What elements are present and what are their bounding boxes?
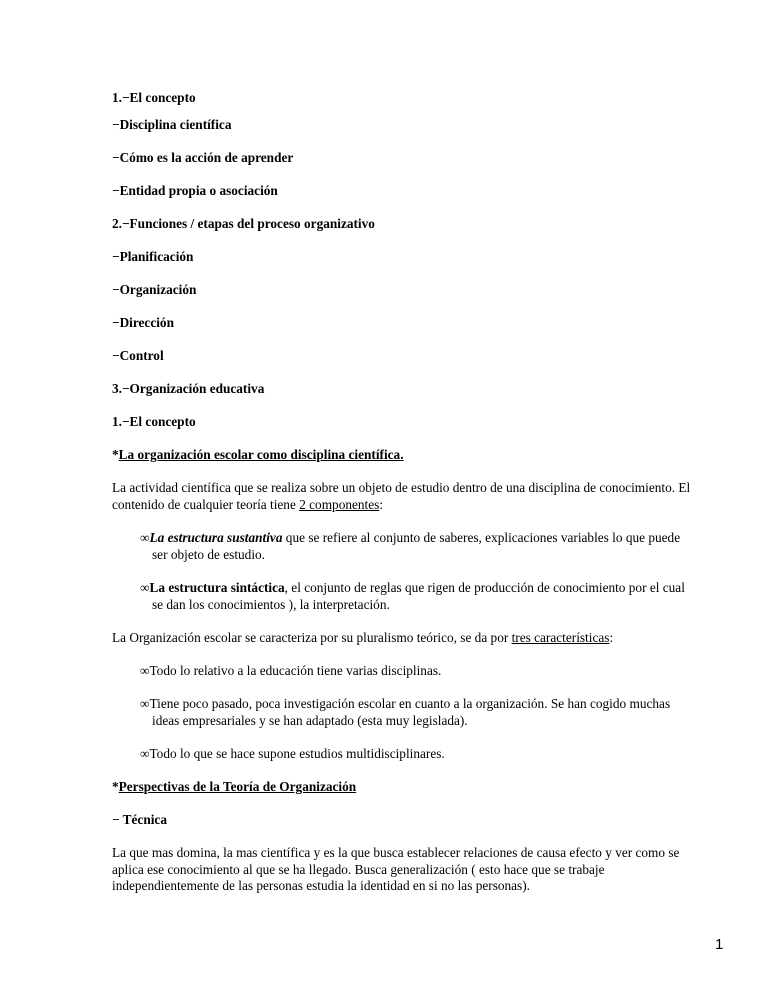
section-heading-perspectivas bbox=[112, 779, 356, 795]
outline-item-3: −Cómo es la acción de aprender bbox=[112, 150, 294, 165]
component-term: La estructura sustantiva bbox=[149, 530, 283, 545]
heading-prefix: * bbox=[112, 779, 119, 794]
heading-text: La organización escolar como disciplina científica bbox=[118, 447, 401, 462]
outline-item-9: −Control bbox=[112, 348, 164, 363]
infinity-bullet-icon: ∞ bbox=[140, 696, 150, 711]
tecnica-paragraph: La que mas domina, la mas científica y es la que busca establecer relaciones de causa efecto y ver como se aplica ese conocimiento al que se ha llegado. Busca generalización ( esto hace que se trabaje independientemente de las personas estudia la identidad en si no las personas). bbox=[112, 845, 680, 893]
intro-line-1: La actividad científica que se realiza sobre un objeto de estudio dentro de una disciplina de conocimiento. El bbox=[112, 480, 691, 495]
component-item-sustantiva: ∞La estructura sustantiva que se refiere al conjunto de saberes, explicaciones variables lo que puede ser objeto de estudio. bbox=[140, 530, 681, 562]
outline-item-10: 3.−Organización educativa bbox=[112, 381, 265, 396]
subheading-tecnica: − Técnica bbox=[112, 812, 167, 827]
infinity-bullet-icon: ∞ bbox=[140, 580, 150, 595]
section-heading-disciplina bbox=[112, 447, 404, 463]
outline-item-11: 1.−El concepto bbox=[112, 414, 196, 429]
infinity-bullet-icon: ∞ bbox=[140, 663, 150, 678]
outline-item-5: 2.−Funciones / etapas del proceso organizativo bbox=[112, 216, 375, 231]
page-number: 1 bbox=[715, 936, 724, 953]
outline-item-2: −Disciplina científica bbox=[112, 117, 232, 132]
characteristic-item: ∞Todo lo relativo a la educación tiene varias disciplinas. bbox=[140, 663, 442, 678]
heading-text: Perspectivas de la Teoría de Organización bbox=[118, 779, 357, 794]
infinity-bullet-icon: ∞ bbox=[140, 746, 150, 761]
characteristic-item: ∞Todo lo que se hace supone estudios multidisciplinares. bbox=[140, 746, 445, 761]
characteristics-emphasis: tres características bbox=[511, 630, 610, 645]
outline-item-6: −Planificación bbox=[112, 249, 194, 264]
outline-item-4: −Entidad propia o asociación bbox=[112, 183, 278, 198]
component-item-sintactica: ∞La estructura sintáctica, el conjunto de reglas que rigen de producción de conocimiento por el cual se dan los conocimientos ), la interpretación. bbox=[140, 580, 685, 612]
outline-item-7: −Organización bbox=[112, 282, 197, 297]
infinity-bullet-icon: ∞ bbox=[140, 530, 150, 545]
outline-item-1: 1.−El concepto bbox=[112, 90, 196, 105]
heading-prefix: * bbox=[112, 447, 119, 462]
component-term: La estructura sintáctica bbox=[149, 580, 285, 595]
components-emphasis: 2 componentes bbox=[299, 496, 380, 512]
heading-suffix: . bbox=[400, 447, 404, 462]
intro-line-2: contenido de cualquier teoría tiene 2 componentes: bbox=[112, 496, 384, 512]
outline-item-8: −Dirección bbox=[112, 315, 174, 330]
pluralism-paragraph: La Organización escolar se caracteriza por su pluralismo teórico, se da por tres características: bbox=[112, 630, 614, 645]
intro-paragraph bbox=[112, 480, 712, 513]
characteristic-item: ∞Tiene poco pasado, poca investigación escolar en cuanto a la organización. Se han cogido muchas ideas empresariales y se han adaptado (esta muy legislada). bbox=[140, 696, 671, 728]
